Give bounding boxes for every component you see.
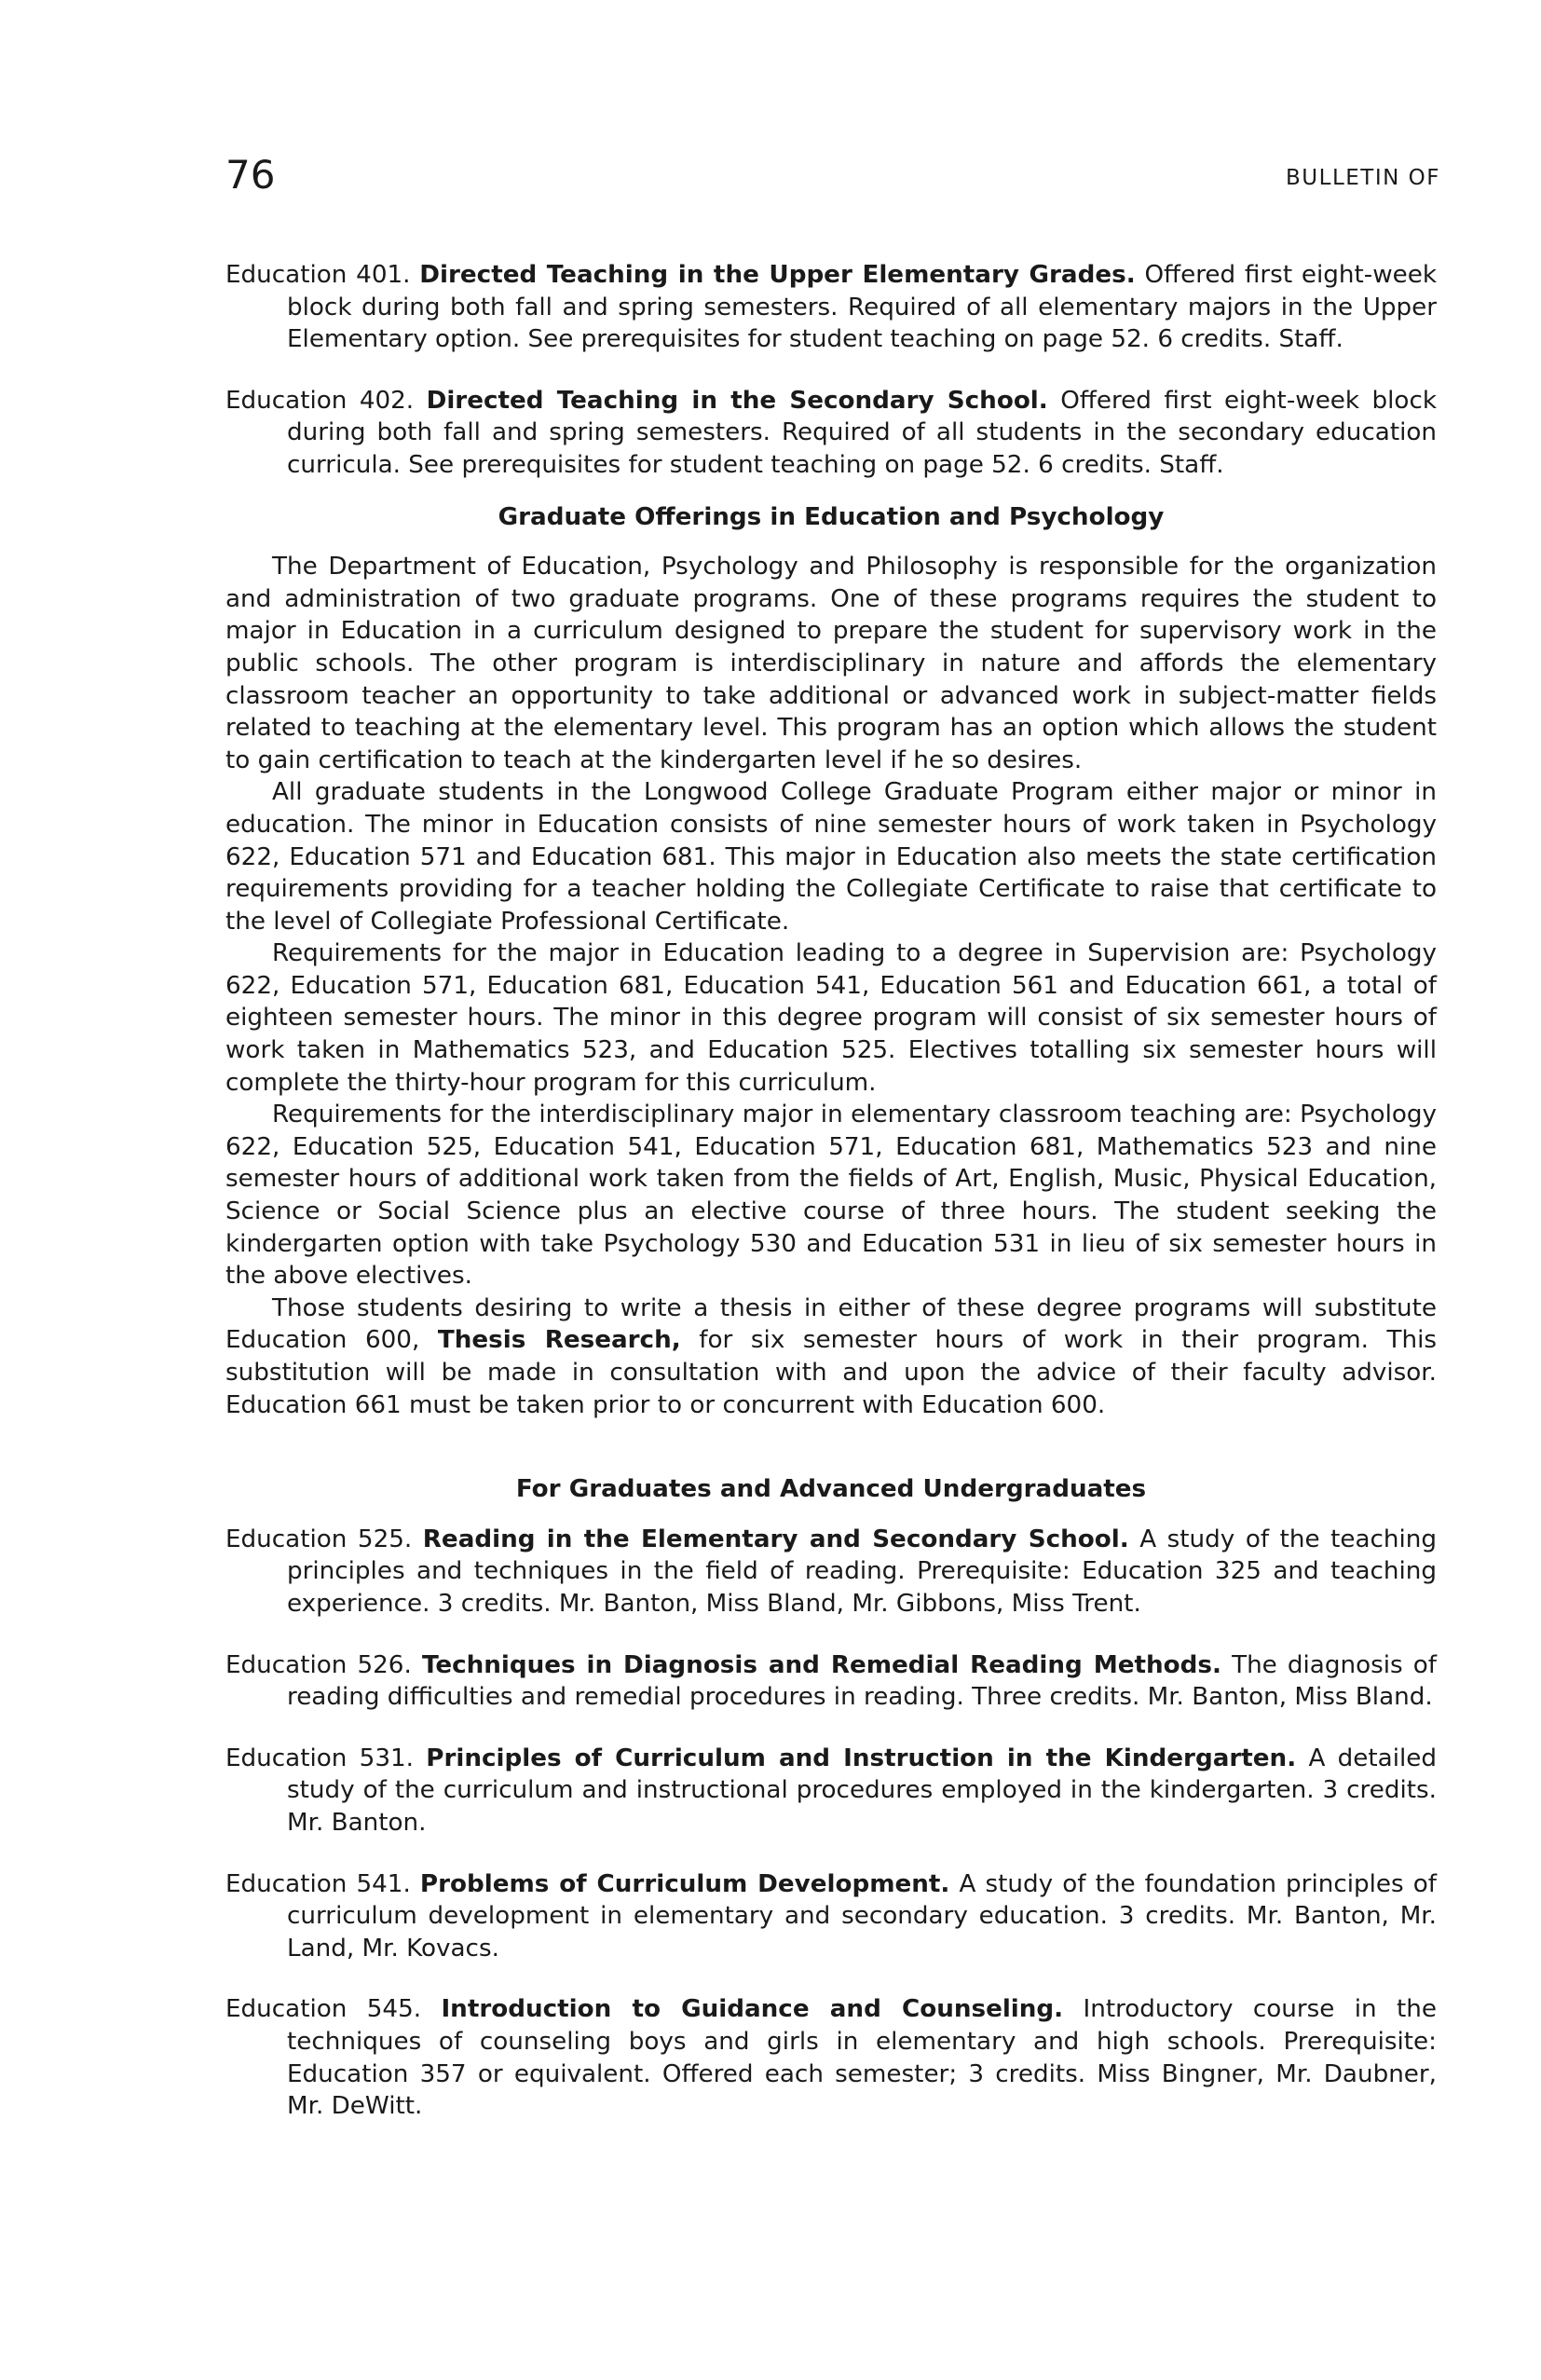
course-code: Education 401. xyxy=(225,261,411,289)
course-entry-education-402 xyxy=(225,385,1437,482)
course-description: Introductory course in the techniques of counseling boys and girls in elementary and high schools. Prerequisite: Education 357 or equivalent. Offered each semester; 3 credits. Miss Bingner, Mr. Daubner, Mr. DeWitt. xyxy=(287,1995,1437,2121)
course-entry-education-531 xyxy=(225,1743,1437,1840)
course-description: The diagnosis of reading difficulties and remedial procedures in reading. Three credits. Mr. Banton, Miss Bland. xyxy=(287,1650,1438,1712)
thesis-course-title: Thesis Research, xyxy=(437,1326,681,1355)
course-entry-education-401 xyxy=(225,259,1437,356)
course-description: Offered first eight-week block during both fall and spring semesters. Required of all elementary majors in the Upper Elementary option. See prerequisites for student teaching on page 52. 6 credits. Staff. xyxy=(287,261,1438,354)
course-entry-education-526 xyxy=(225,1649,1437,1714)
course-description: A detailed study of the curriculum and instructional procedures employed in the kindergarten. 3 credits. Mr. Banton. xyxy=(287,1744,1437,1837)
course-title: Introduction to Guidance and Counseling. xyxy=(441,1995,1064,2024)
course-code: Education 525. xyxy=(225,1525,413,1553)
page-header xyxy=(225,147,1440,203)
course-title: Problems of Curriculum Development. xyxy=(419,1869,950,1898)
course-description: A study of the foundation principles of curriculum development in elementary and secondary education. 3 credits. Mr. Banton, Mr. Land, Mr. Kovacs. xyxy=(287,1869,1437,1963)
course-code: Education 402. xyxy=(225,386,415,415)
course-code: Education 541. xyxy=(225,1869,411,1898)
paragraph-supervision-requirements: Requirements for the major in Education leading to a degree in Supervision are: Psychology 622, Education 571, Education 681, Education 541, Education 561 and Education 661, a total of eighteen semester hours. The minor in this degree program will consist of six semester hours of work taken in Mathematics 523, and Education 525. Electives totalling six semester hours will complete the thirty-hour program for this curriculum. xyxy=(225,939,1437,1097)
paragraph-major-minor: All graduate students in the Longwood College Graduate Program either major or minor in education. The minor in Education consists of nine semester hours of work taken in Psychology 622, Education 571 and Education 681. This major in Education also meets the state certification requirements providing for a teacher holding the Collegiate Certificate to raise that certificate to the level of Collegiate Professional Certificate. xyxy=(225,778,1437,936)
page-content xyxy=(225,259,1437,2123)
thesis-text-before: Those students desiring to write a thesis in either of these degree programs will substitute Education 600, xyxy=(225,1293,1437,1355)
page-number: 76 xyxy=(225,152,276,198)
paragraph-thesis xyxy=(225,1293,1437,1421)
course-code: Education 531. xyxy=(225,1744,414,1772)
course-title: Principles of Curriculum and Instruction in the Kindergarten. xyxy=(426,1744,1297,1772)
section-title-advanced-undergraduates: For Graduates and Advanced Undergraduates xyxy=(515,1475,1147,1504)
course-description: Offered first eight-week block during both fall and spring semesters. Required of all students in the secondary education curricula. See prerequisites for student teaching on page 52. 6 credits. Staff. xyxy=(287,386,1438,479)
course-code: Education 545. xyxy=(225,1995,422,2024)
course-entry-education-545 xyxy=(225,1993,1437,2122)
thesis-text-after: for six semester hours of work in their program. This substitution will be made in consultation with and upon the advice of their faculty advisor. Education 661 must be taken prior to or concurrent with Education 600. xyxy=(225,1326,1438,1419)
course-title: Directed Teaching in the Secondary School. xyxy=(426,386,1048,415)
paragraph-interdisciplinary-requirements: Requirements for the interdisciplinary major in elementary classroom teaching are: Psychology 622, Education 525, Education 541, Education 571, Education 681, Mathematics 523 and nine semester hours of additional work taken from the fields of Art, English, Music, Physical Education, Science or Social Science plus an elective course of three hours. The student seeking the kindergarten option with take Psychology 530 and Education 531 in lieu of six semester hours in the above electives. xyxy=(225,1101,1437,1291)
course-entry-education-541 xyxy=(225,1868,1437,1965)
running-head: BULLETIN OF xyxy=(1286,166,1440,190)
section-title-graduate-offerings: Graduate Offerings in Education and Psychology xyxy=(498,502,1165,531)
paragraph-graduate-programs: The Department of Education, Psychology and Philosophy is responsible for the organization and administration of two graduate programs. One of these programs requires the student to major in Education in a curriculum designed to prepare the student for supervisory work in the public schools. The other program is interdisciplinary in nature and affords the elementary classroom teacher an opportunity to take additional or advanced work in subject-matter fields related to teaching at the elementary level. This program has an option which allows the student to gain certification to teach at the kindergarten level if he so desires. xyxy=(225,553,1437,774)
course-entry-education-525 xyxy=(225,1524,1437,1621)
course-code: Education 526. xyxy=(225,1650,412,1679)
course-title: Techniques in Diagnosis and Remedial Reading Methods. xyxy=(421,1650,1221,1679)
course-title: Directed Teaching in the Upper Elementary Grades. xyxy=(419,261,1136,289)
course-description: A study of the teaching principles and techniques in the field of reading. Prerequisite: Education 325 and teaching experience. 3 credits. Mr. Banton, Miss Bland, Mr. Gibbons, Miss Trent. xyxy=(287,1525,1438,1618)
course-title: Reading in the Elementary and Secondary School. xyxy=(422,1525,1129,1553)
